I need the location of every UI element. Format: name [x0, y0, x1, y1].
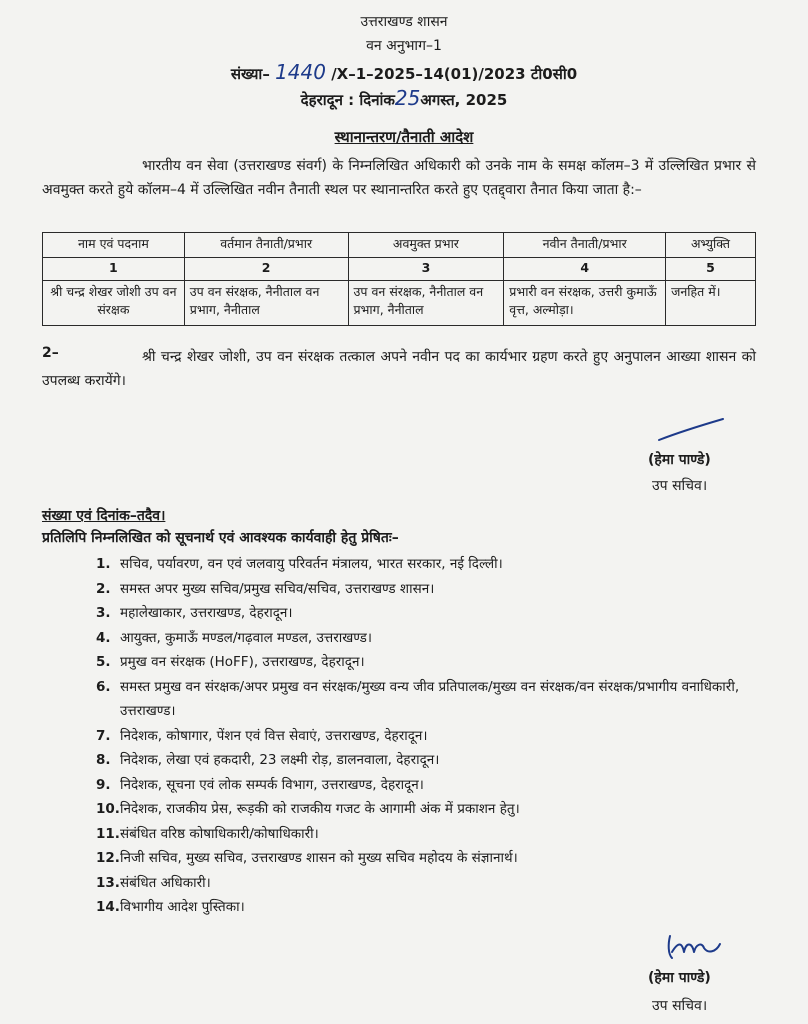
paragraph-1: भारतीय वन सेवा (उत्तराखण्ड संवर्ग) के निम्नलिखित अधिकारी को उनके नाम के समक्ष कॉलम–3 में उल्लिखित प्रभार से अवमुक्त करते हुये कॉलम–4 में उल्लिखित नवीन तैनाती स्थल पर स्थानान्तरित करते हुए एतद्द्वारा तैनात किया जाता है:– — [42, 158, 756, 198]
list-item-number: 14. — [96, 899, 120, 915]
list-item — [96, 871, 760, 896]
list-item-number: 11. — [96, 825, 120, 842]
list-item-number: 12. — [96, 850, 120, 866]
list-item — [96, 846, 760, 871]
paragraph-2-number: 2– — [42, 345, 59, 361]
table-header-cell: अभ्युक्ति — [666, 233, 756, 258]
list-item-number: 10. — [96, 801, 120, 817]
table-column-number-row — [43, 258, 756, 281]
list-item-text: निदेशक, लेखा एवं हकदारी, 23 लक्ष्मी रोड़, डालनवाला, देहरादून। — [120, 752, 440, 768]
table-cell-name: श्री चन्द्र शेखर जोशी उप वन संरक्षक — [43, 281, 185, 326]
list-item-number: 1. — [96, 556, 111, 572]
order-date — [0, 86, 808, 110]
order-date-prefix: देहरादून : दिनांक — [300, 91, 395, 109]
list-item — [96, 724, 760, 749]
copy-to-line: प्रतिलिपि निम्नलिखित को सूचनार्थ एवं आवश्यक कार्यवाही हेतु प्रेषितः– — [42, 530, 399, 546]
list-item-text: समस्त अपर मुख्य सचिव/प्रमुख सचिव/सचिव, उत्तराखण्ड शासन। — [120, 580, 435, 597]
list-item-text: निदेशक, सूचना एवं लोक सम्पर्क विभाग, उत्तराखण्ड, देहरादून। — [120, 776, 424, 793]
table-cell-new-posting: प्रभारी वन संरक्षक, उत्तरी कुमाऊँ वृत्त, अल्मोड़ा। — [504, 281, 666, 326]
order-date-suffix: अगस्त, 2025 — [420, 91, 508, 109]
table-cell-remarks: जनहित में। — [666, 281, 756, 326]
list-item-text: संबंधित वरिष्ठ कोषाधिकारी/कोषाधिकारी। — [120, 825, 319, 842]
list-item — [96, 577, 760, 602]
list-item — [96, 895, 760, 920]
list-item-number: 2. — [96, 580, 111, 597]
list-item — [96, 822, 760, 847]
list-item-text: समस्त प्रमुख वन संरक्षक/अपर प्रमुख वन संरक्षक/मुख्य वन्य जीव प्रतिपालक/मुख्य वन संरक्षक/वन संरक्षक/प्रभागीय वनाधिकारी, उत्तराखण्ड। — [120, 678, 740, 719]
list-item — [96, 773, 760, 798]
table-header-cell: वर्तमान तैनाती/प्रभार — [184, 233, 348, 258]
signature-mark-1 — [655, 416, 727, 446]
list-item — [96, 552, 760, 577]
table-header-cell: नवीन तैनाती/प्रभार — [504, 233, 666, 258]
list-item-number: 5. — [96, 654, 111, 670]
signatory-designation-copy: उप सचिव। — [652, 998, 708, 1014]
column-number-cell: 4 — [504, 258, 666, 281]
list-item-number: 9. — [96, 776, 111, 793]
government-name: उत्तराखण्ड शासन — [360, 14, 448, 30]
list-item — [96, 626, 760, 651]
paragraph-2: श्री चन्द्र शेखर जोशी, उप वन संरक्षक तत्काल अपने नवीन पद का कार्यभार ग्रहण करते हुए अनुपालन आख्या शासन को उपलब्ध करायेंगे। — [42, 349, 756, 389]
list-item-text: सचिव, पर्यावरण, वन एवं जलवायु परिवर्तन मंत्रालय, भारत सरकार, नई दिल्ली। — [120, 556, 503, 572]
list-item-number: 3. — [96, 605, 111, 621]
list-item-text: विभागीय आदेश पुस्तिका। — [120, 899, 245, 915]
list-item — [96, 675, 760, 724]
order-number-suffix: /X–1–2025–14(01)/2023 टी0सी0 — [331, 65, 578, 83]
column-number-cell: 3 — [348, 258, 504, 281]
column-number-cell: 5 — [666, 258, 756, 281]
list-item-number: 4. — [96, 629, 111, 646]
signatory-designation: उप सचिव। — [652, 478, 708, 494]
order-date-handwritten: 25 — [394, 86, 421, 110]
column-number-cell: 2 — [184, 258, 348, 281]
list-item-number: 7. — [96, 727, 111, 744]
list-item-text: निदेशक, कोषागार, पेंशन एवं वित्त सेवाएं, उत्तराखण्ड, देहरादून। — [120, 727, 428, 744]
list-item-text: निदेशक, राजकीय प्रेस, रूड़की को राजकीय गजट के आगामी अंक में प्रकाशन हेतु। — [120, 801, 520, 817]
list-item — [96, 797, 760, 822]
column-number-cell: 1 — [43, 258, 185, 281]
list-item-text: संबंधित अधिकारी। — [120, 874, 211, 891]
list-item-number: 8. — [96, 752, 111, 768]
table-cell-relieved-charge: उप वन संरक्षक, नैनीताल वन प्रभाग, नैनीताल — [348, 281, 504, 326]
table-header-cell: नाम एवं पदनाम — [43, 233, 185, 258]
signatory-name: (हेमा पाण्डे) — [648, 452, 711, 468]
list-item-text: प्रमुख वन संरक्षक (HoFF), उत्तराखण्ड, देहरादून। — [120, 654, 365, 670]
copy-list — [96, 552, 760, 920]
list-item — [96, 601, 760, 626]
list-item — [96, 650, 760, 675]
table-cell-current-posting: उप वन संरक्षक, नैनीताल वन प्रभाग, नैनीताल — [184, 281, 348, 326]
list-item-text: महालेखाकार, उत्तराखण्ड, देहरादून। — [120, 605, 293, 621]
order-number-handwritten: 1440 — [275, 60, 326, 84]
list-item-text: निजी सचिव, मुख्य सचिव, उत्तराखण्ड शासन को मुख्य सचिव महोदय के संज्ञानार्थ। — [120, 850, 518, 866]
department-section: वन अनुभाग–1 — [366, 38, 442, 54]
transfer-table — [42, 232, 756, 326]
list-item-number: 6. — [96, 678, 111, 695]
list-item — [96, 748, 760, 773]
reference-line: संख्या एवं दिनांक–तदैव। — [42, 508, 166, 524]
table-header-row — [43, 233, 756, 258]
list-item-text: आयुक्त, कुमाऊँ मण्डल/गढ़वाल मण्डल, उत्तराखण्ड। — [120, 629, 373, 646]
order-subject: स्थानान्तरण/तैनाती आदेश — [334, 128, 474, 146]
table-header-cell: अवमुक्त प्रभार — [348, 233, 504, 258]
table-row — [43, 281, 756, 326]
list-item-number: 13. — [96, 874, 120, 891]
signature-mark-2 — [664, 930, 744, 964]
order-number — [0, 60, 808, 84]
signatory-name-copy: (हेमा पाण्डे) — [648, 970, 711, 986]
order-number-prefix: संख्या– — [230, 65, 270, 83]
